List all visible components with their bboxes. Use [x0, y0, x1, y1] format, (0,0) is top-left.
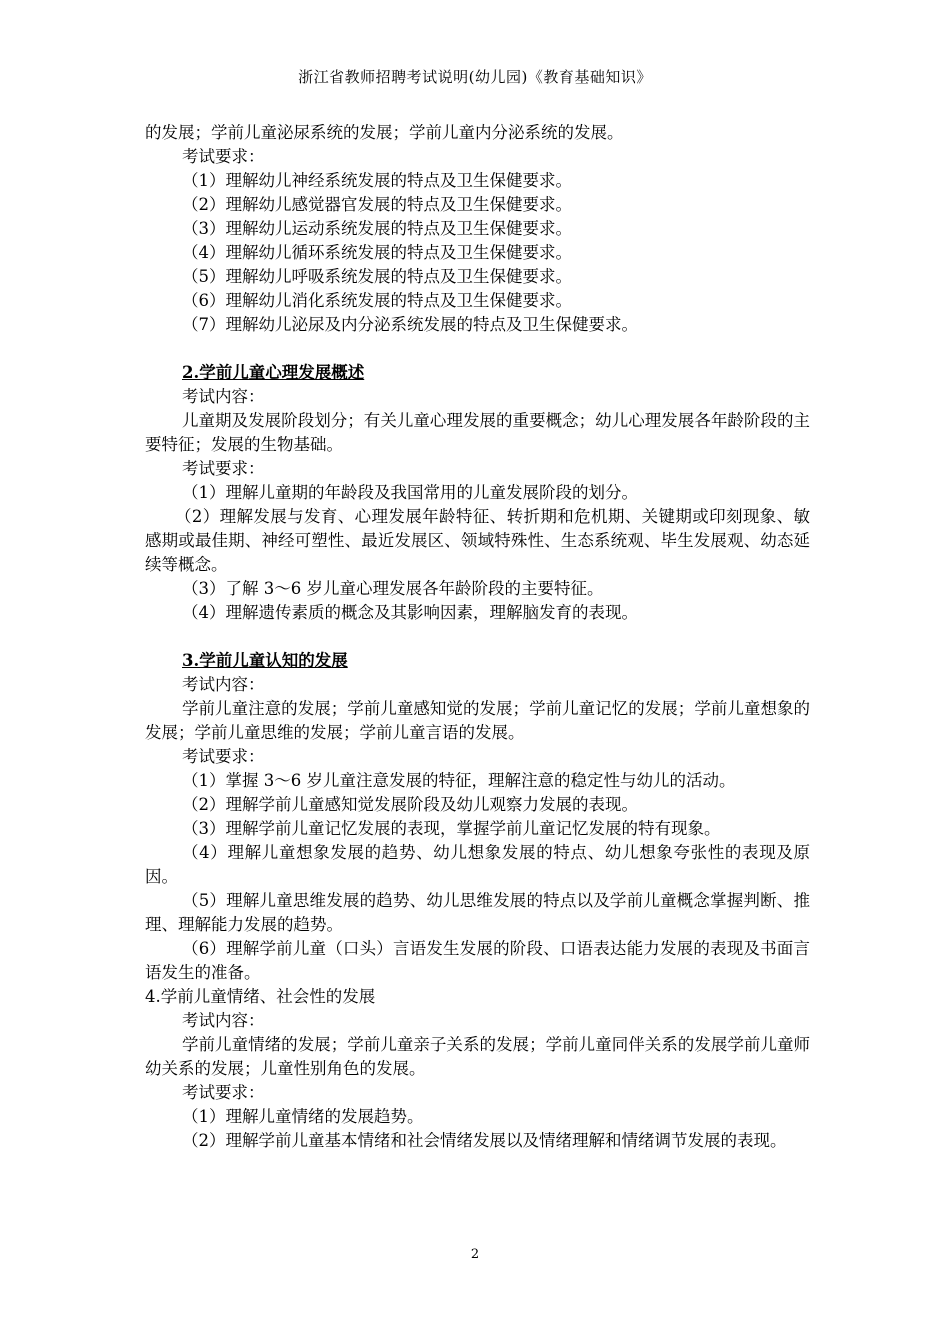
list-item: （7）理解幼儿泌尿及内分泌系统发展的特点及卫生保健要求。 [182, 315, 638, 334]
content-label: 考试内容： [182, 675, 265, 694]
section-heading-4: 4.学前儿童情绪、社会性的发展 [145, 987, 376, 1006]
requirements-label: 考试要求： [182, 459, 265, 478]
list-item: （3）了解 3～6 岁儿童心理发展各年龄阶段的主要特征。 [182, 579, 604, 598]
list-item: （2）理解学前儿童感知觉发展阶段及幼儿观察力发展的表现。 [182, 795, 638, 814]
list-item: （6）理解学前儿童（口头）言语发生发展的阶段、口语表达能力发展的表现及书面言语发生的准备。 [145, 939, 810, 982]
content-label: 考试内容： [182, 387, 265, 406]
section-heading-3: 3.学前儿童认知的发展 [182, 651, 348, 670]
section-heading-2: 2.学前儿童心理发展概述 [182, 363, 365, 382]
list-item: （5）理解幼儿呼吸系统发展的特点及卫生保健要求。 [182, 267, 572, 286]
requirements-label: 考试要求： [182, 147, 265, 166]
requirements-label: 考试要求： [182, 747, 265, 766]
content-paragraph: 儿童期及发展阶段划分；有关儿童心理发展的重要概念；幼儿心理发展各年龄阶段的主要特征；发展的生物基础。 [145, 411, 810, 454]
list-item: （1）理解幼儿神经系统发展的特点及卫生保健要求。 [182, 171, 572, 190]
page-number: 2 [470, 1247, 480, 1262]
content-label: 考试内容： [182, 1011, 265, 1030]
content-paragraph: 学前儿童注意的发展；学前儿童感知觉的发展；学前儿童记忆的发展；学前儿童想象的发展；学前儿童思维的发展；学前儿童言语的发展。 [145, 699, 810, 742]
list-item: （1）理解儿童情绪的发展趋势。 [182, 1107, 424, 1126]
list-item: （2）理解发展与发育、心理发展年龄特征、转折期和危机期、关键期或印刻现象、敏感期或最佳期、神经可塑性、最近发展区、领域特殊性、生态系统观、毕生发展观、幼态延续等概念。 [145, 507, 810, 574]
list-item: （2）理解幼儿感觉器官发展的特点及卫生保健要求。 [182, 195, 572, 214]
list-item: （4）理解遗传素质的概念及其影响因素，理解脑发育的表现。 [182, 603, 638, 622]
list-item: （5）理解儿童思维发展的趋势、幼儿思维发展的特点以及学前儿童概念掌握判断、推理、理解能力发展的趋势。 [145, 891, 810, 934]
body-text: 的发展；学前儿童泌尿系统的发展；学前儿童内分泌系统的发展。 [145, 123, 624, 142]
requirements-label: 考试要求： [182, 1083, 265, 1102]
list-item: （6）理解幼儿消化系统发展的特点及卫生保健要求。 [182, 291, 572, 310]
list-item: （3）理解幼儿运动系统发展的特点及卫生保健要求。 [182, 219, 572, 238]
list-item: （4）理解儿童想象发展的趋势、幼儿想象发展的特点、幼儿想象夸张性的表现及原因。 [145, 843, 810, 886]
list-item: （2）理解学前儿童基本情绪和社会情绪发展以及情绪理解和情绪调节发展的表现。 [182, 1131, 787, 1150]
list-item: （1）掌握 3～6 岁儿童注意发展的特征，理解注意的稳定性与幼儿的活动。 [182, 771, 736, 790]
page-header: 浙江省教师招聘考试说明(幼儿园)《教育基础知识》 [298, 68, 652, 86]
document-body [145, 121, 810, 1153]
list-item: （3）理解学前儿童记忆发展的表现，掌握学前儿童记忆发展的特有现象。 [182, 819, 721, 838]
list-item: （4）理解幼儿循环系统发展的特点及卫生保健要求。 [182, 243, 572, 262]
content-paragraph: 学前儿童情绪的发展；学前儿童亲子关系的发展；学前儿童同伴关系的发展学前儿童师幼关系的发展；儿童性别角色的发展。 [145, 1035, 810, 1078]
list-item: （1）理解儿童期的年龄段及我国常用的儿童发展阶段的划分。 [182, 483, 638, 502]
